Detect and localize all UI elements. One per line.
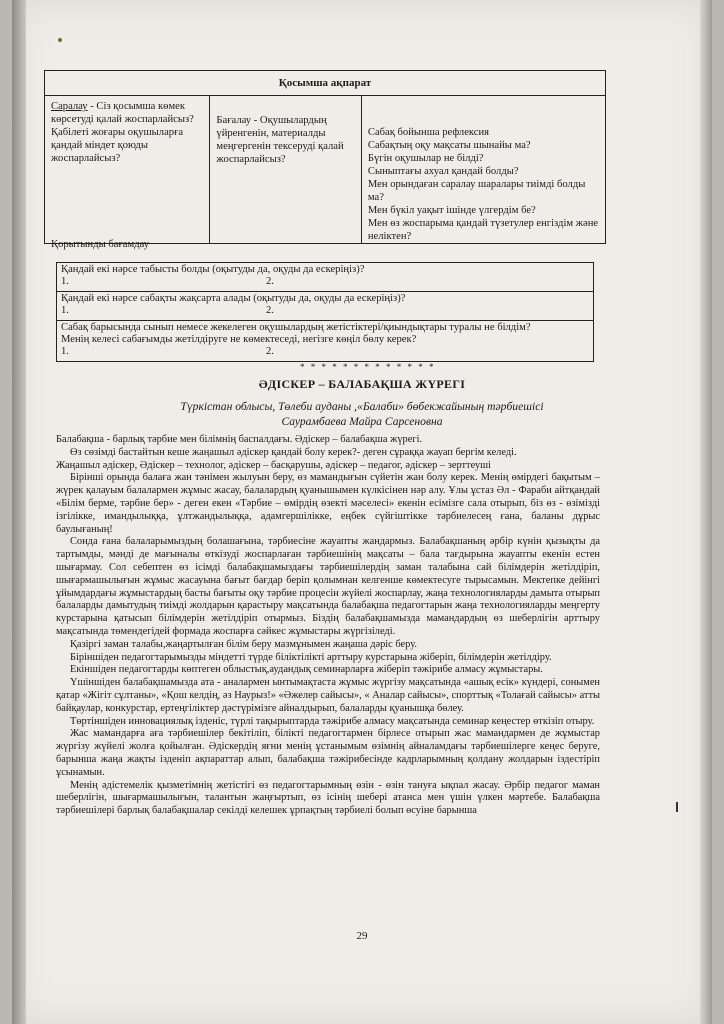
paragraph: Қазіргі заман талабы,жаңартылған білім беру мазмұнымен жаңаша дәріс беру. [70, 638, 417, 650]
author-affiliation: Түркістан облысы, Төлеби ауданы ,«Балаби» бөбекжайының тәрбиешісі [180, 400, 544, 413]
reflection-line: Сабақтың оқу мақсаты шынайы ма? [367, 140, 531, 151]
answer-numbers [61, 276, 589, 288]
paragraph: Екіншіден педагогтарды көптеген облыстық,аудандық семинарларға жіберіп тәжірибе алмасу жұмыстары. [70, 664, 543, 676]
evaluation-box [56, 262, 594, 362]
question-text: Қандай екі нәрсе табысты болды (оқытуды да, оқуды да ескеріңіз)? [61, 264, 365, 275]
reflection-line: Мен орындаған саралау шаралары тиімді болды ма? [367, 179, 586, 203]
article-author [0, 399, 724, 429]
paragraph: Өз сөзімді бастайтын кеше жаңашыл әдіскер қандай болу керек?- деген сұраққа жауап бергім келеді. [70, 446, 517, 458]
author-name: Саурамбаева Майра Сарсеновна [281, 415, 443, 428]
paragraph: Сонда ғана балаларымыздың болашағына, тәрбиесіне жауапты жандармыз. Балабақшаның әрбір күнін қызықты да тартымды, мәнді де мағыналы өткізуді жоспарлаған тәрбиешінің мақсаты – бала тағдырына жауапты екенін естен шығармау. Сол себептен өз ісімді балабақшамыздағы тәрбиешілердің заман талабына сай білімдерін жетілдіріп, шығармашылығын жұмыс жасауына бағыт бағдар беріп қолымнан келгенше көмектесуге тырысамын. Мектепке дейінгі ұйымдардағы жұмыстардың басты бағыты оқу тәрбие процесін жүйелі жоспарлау, жаңа технологияларды дамыта отырып балаларды дамытудың тиімді жолдарын қарастыру мақсатында балабақша педагогтарын жаңа технологияларды меңгерту курстарына қатысып білімдерін жетілдіріп отырмыз. Біздің балабақшамызда мамандардың өз шеберлігін арттыру мақсатында төмендегідей формада жоспарға сәйкес жұмыстары жүргізіледі. [56, 536, 600, 637]
page-right-shadow [700, 0, 712, 1024]
reflection-line: Сыныптағы ахуал қандай болды? [367, 166, 519, 177]
paragraph: Менің әдістемелік қызметімнің жетістігі өз педагогтарымның өзін - өзін тануға ықпал жасау. Әрбір педагог маман шеберлігін, шығармашылығын, талантын жаңғыртып, өз ісінің шебері атанса мен үшін үлкен мәртебе. Балабақша тәрбиешілері барлық балабақшалар секілді келешек ұрпақтың тәрбиелі болып өсуіне барынша [56, 779, 600, 817]
ink-tick [676, 802, 678, 812]
paragraph: Біріншіден педагогтарымызды міндетті түрде біліктілікті арттыру курстарына жіберіп, білімдерін жетілдіру. [70, 651, 552, 663]
reflection-line: Мен бүкіл уақыт ішінде үлгердім бе? [367, 205, 536, 216]
paragraph: Балабақша - барлық тәрбие мен білімнің баспалдағы. Әдіскер – балабақша жүрегі. [56, 434, 423, 445]
answer-numbers [61, 346, 589, 358]
improve-question [57, 291, 593, 320]
reflection-line: Бүгін оқушылар не білді? [367, 153, 484, 164]
paragraph: Жаңашыл әдіскер, Әдіскер – технолог, әдіскер – басқарушы, әдіскер – педагог, әдіскер – зерттеуші [56, 459, 492, 471]
num-1: 1. [61, 305, 69, 317]
table-header: Қосымша ақпарат [44, 70, 606, 96]
differentiation-lead: Саралау [51, 101, 88, 112]
paragraph: Жас мамандарға аға тәрбиешілер бекітіліп, білікті педагогтармен бірлесе отырып жас мамандармен де жұмыстар жүргізу жүйелі жолға қойылған. Әдіскердің яғни менің ұстанымым өзімнің айналамдағы тәрбиешілерге кеңес беруге, барынша жаңа жақты ізденіп ақпараттар алып, балабақша тәжірибесінде кадрларымның қолдану жолдарын іздестіріп ұсынамын. [56, 728, 600, 778]
section-divider: * * * * * * * * * * * * * [300, 362, 436, 372]
reflection-line: Мен өз жоспарыма қандай түзетулер енгіздім және неліктен? [367, 218, 599, 242]
article-body [56, 434, 600, 818]
page-left-shadow [12, 0, 26, 1024]
table-row [44, 96, 606, 250]
num-2: 2. [266, 276, 274, 288]
differentiation-cell [45, 96, 210, 243]
question-text: Сабақ барысында сынып немесе жекелеген оқушылардың жетістіктері/қиындықтары туралы не білдім? [61, 321, 531, 333]
additional-info-table [44, 70, 606, 250]
answer-numbers [61, 305, 589, 317]
differentiation-text: - Сіз қосымша көмек көрсетуді қалай жоспарлайсыз? Қабілеті жоғары оқушыларға қандай міндет қоюды жоспарлайсыз? [51, 101, 194, 164]
success-question [57, 262, 593, 291]
paragraph: Төртіншіден инновациялық ізденіс, түрлі тақырыптарда тәжірибе алмасу мақсатында семинар кеңестер өткізіп отыру. [70, 715, 595, 727]
num-1: 1. [61, 276, 69, 288]
paragraph: Үшіншіден балабақшамызда ата - аналармен ынтымақтаста жұмыс жүргізу мақсатында «ашық есік» күндері, сонымен қатар «Жігіт сұлтаны», «Қош келдің, әз Наурыз!» «Әжелер сайысы», « Аналар сайысы», спорттық «Толағай сайысы» атты байқаулар, конкурстар, ертеңгіліктер дәстүрімізге айналдырып, балаларды қуанышқа бөлеу. [56, 677, 600, 714]
final-assessment-label: Қорытынды бағамдау [51, 239, 150, 250]
page-number: 29 [356, 930, 368, 942]
assessment-cell: Бағалау - Оқушылардың үйренгенін, материалды меңгергенін тексеруді қалай жоспарлайсыз? [210, 96, 361, 243]
article-title: ӘДІСКЕР – БАЛАБАҚША ЖҮРЕГІ [258, 377, 466, 391]
learned-question [57, 320, 593, 361]
paragraph: Бірінші орында балаға жан тәнімен жылуын беру, өз мамандығын сүйетін жан болу керек. Менің өмірдегі бақытым – жүрек қалауым балалармен жұмыс жасау, балалардың қуанышымен күлкісінен нәр алу. Ұлы ұстаз Әл - Фараби айтқандай «Білім берме, тәрбие бер» - деген екен «Тәрбие – өмірдің өзекті мәселесі» екенін есімізге сала отырып, біз өз - өзімізді ізгілікке, имандылыққа, ұлтжандылыққа, адамгершілікке, еңбек сүйгіштікке тәрбиелесең ғана, баланы дұрыс баулығаның! [56, 472, 600, 535]
question-text: Менің келесі сабағымды жетілдіруге не көмектеседі, негізге көңіл бөлу керек? [61, 334, 417, 346]
question-text: Қандай екі нәрсе сабақты жақсарта алады (оқытуды да, оқуды да ескеріңіз)? [61, 292, 406, 304]
num-2: 2. [266, 305, 274, 317]
ink-dot [58, 38, 62, 42]
num-2: 2. [266, 346, 274, 358]
reflection-cell [362, 96, 605, 243]
num-1: 1. [61, 346, 69, 358]
reflection-line: Сабақ бойынша рефлексия [367, 127, 490, 138]
